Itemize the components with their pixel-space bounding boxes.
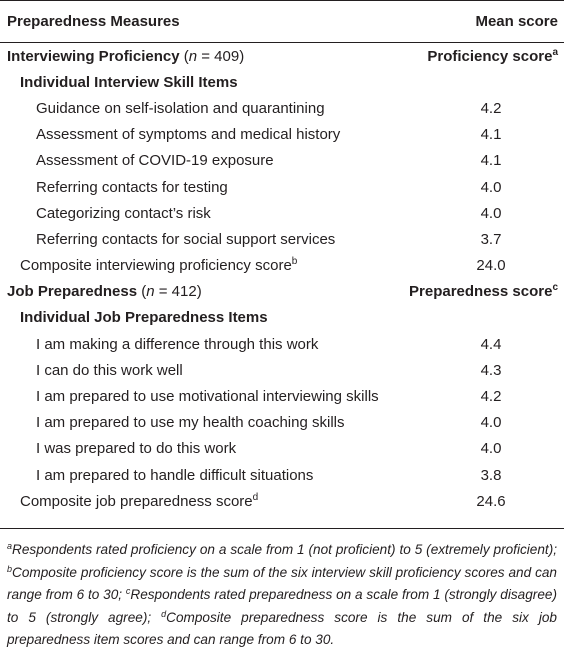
item-mean-score: 4.1: [480, 152, 502, 170]
footnote-d-text: Composite preparedness score is the sum of the six job preparedness item scores and can range from 6 to 30.: [7, 609, 557, 648]
table-row: [0, 95, 564, 121]
table-row: [0, 200, 564, 226]
footnote-d-mark: d: [161, 608, 167, 619]
item-label: Referring contacts for testing: [36, 178, 228, 196]
item-label: I am making a difference through this work: [36, 335, 319, 353]
score-label-text: Preparedness score: [409, 283, 553, 301]
composite-label-text: Composite interviewing proficiency score: [20, 257, 292, 275]
footnote-a-text: Respondents rated proficiency on a scale from 1 (not proficient) to 5 (extremely proficient);: [12, 542, 557, 558]
composite-mean-score: 24.6: [476, 492, 506, 510]
composite-label-text: Composite job preparedness score: [20, 492, 253, 510]
composite-footnote-mark: d: [252, 491, 259, 503]
section-subheader: Individual Job Preparedness Items: [20, 309, 268, 327]
section-title-text: Interviewing Proficiency: [7, 47, 180, 65]
item-label: Guidance on self-isolation and quarantining: [36, 99, 325, 117]
table-row: [0, 462, 564, 488]
item-label: Referring contacts for social support services: [36, 230, 336, 248]
composite-label: [0, 257, 297, 274]
table-header: [0, 0, 564, 43]
section-subheader: Individual Interview Skill Items: [20, 73, 238, 91]
item-mean-score: 4.2: [480, 388, 502, 406]
footnote-c-mark: c: [125, 586, 131, 597]
item-label: I am prepared to use motivational interviewing skills: [36, 388, 379, 406]
item-mean-score: 4.0: [480, 204, 502, 222]
composite-label: [0, 493, 258, 510]
item-mean-score: 4.2: [480, 99, 502, 117]
section-subheader-row: [0, 305, 564, 331]
composite-row: [0, 488, 564, 514]
score-label-footnote-mark: c: [552, 282, 558, 294]
item-label: Categorizing contact’s risk: [36, 204, 211, 222]
sample-size-value: = 409): [197, 47, 245, 65]
table-row: [0, 174, 564, 200]
section-sample-size: [141, 283, 201, 300]
section-header-row: [0, 43, 564, 69]
item-label: I am prepared to use my health coaching skills: [36, 414, 345, 432]
composite-mean-score: 24.0: [476, 257, 506, 275]
sample-size-open: (: [141, 283, 147, 301]
footnote-b-text: Composite proficiency score is the sum of the six interview skill proficiency scores and can range from 6 to 30;: [7, 564, 557, 603]
section-sample-size: [184, 48, 244, 65]
item-mean-score: 4.1: [480, 126, 502, 144]
sample-size-var: n: [146, 283, 155, 301]
table-row: [0, 148, 564, 174]
composite-footnote-mark: b: [291, 256, 298, 268]
item-mean-score: 4.0: [480, 414, 502, 432]
table-row: [0, 383, 564, 409]
table-row: [0, 331, 564, 357]
item-mean-score: 4.4: [480, 335, 502, 353]
score-label-footnote-mark: a: [552, 46, 558, 58]
table-row: [0, 357, 564, 383]
item-mean-score: 3.8: [480, 466, 502, 484]
item-label: I am prepared to handle difficult situations: [36, 466, 314, 484]
footnote-a-mark: a: [7, 541, 13, 552]
table-row: [0, 410, 564, 436]
item-label: Assessment of COVID-19 exposure: [36, 152, 274, 170]
table-row: [0, 226, 564, 252]
item-mean-score: 4.3: [480, 361, 502, 379]
item-mean-score: 4.0: [480, 178, 502, 196]
item-label: I was prepared to do this work: [36, 440, 237, 458]
col-header-measures: Preparedness Measures: [7, 13, 180, 30]
sample-size-value: = 412): [154, 283, 202, 301]
section-title: [0, 48, 244, 65]
item-mean-score: 4.0: [480, 440, 502, 458]
section-score-label: [427, 48, 564, 65]
section-score-label: [409, 283, 564, 300]
item-label: I can do this work well: [36, 361, 183, 379]
footnote-c-text: Respondents rated preparedness on a scale from 1 (strongly disagree) to 5 (strongly agree);: [7, 587, 557, 625]
item-label: Assessment of symptoms and medical history: [36, 126, 341, 144]
score-label-text: Proficiency score: [427, 47, 553, 65]
table-row: [0, 122, 564, 148]
col-header-mean-score: Mean score: [475, 13, 558, 30]
section-subheader-row: [0, 69, 564, 95]
section-header-row: [0, 279, 564, 305]
footnote-b-mark: b: [7, 563, 13, 574]
table-body: [0, 43, 564, 514]
section-title-text: Job Preparedness: [7, 283, 138, 301]
composite-row: [0, 253, 564, 279]
section-title: [0, 283, 202, 300]
table-footnotes: [0, 529, 564, 652]
table-row: [0, 436, 564, 462]
sample-size-var: n: [188, 47, 198, 65]
sample-size-open: (: [183, 47, 189, 65]
item-mean-score: 3.7: [480, 230, 502, 248]
